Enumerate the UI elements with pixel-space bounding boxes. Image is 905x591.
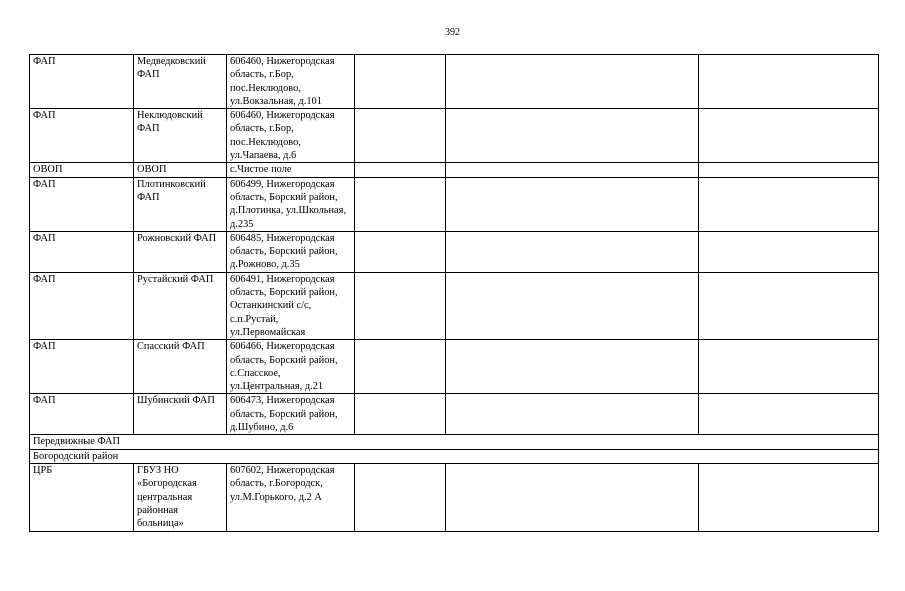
cell-empty [446, 109, 699, 163]
cell-empty [355, 177, 446, 231]
cell-empty [446, 394, 699, 435]
cell-address: 606485, Нижегородская область, Борский район, д.Рожново, д.35 [227, 231, 355, 272]
cell-empty [355, 272, 446, 339]
cell-empty [699, 177, 879, 231]
cell-address: 606491, Нижегородская область, Борский район, Останкинский с/с, с.п.Рустай, ул.Первомайская [227, 272, 355, 339]
table-row [30, 163, 879, 177]
table-row [30, 394, 879, 435]
cell-address: 606466, Нижегородская область, Борский район, с.Спасское, ул.Центральная, д.21 [227, 340, 355, 394]
cell-name: Спасский ФАП [134, 340, 227, 394]
table-row [30, 231, 879, 272]
cell-empty [699, 231, 879, 272]
cell-type: ФАП [30, 394, 134, 435]
facilities-table [29, 54, 879, 532]
cell-address: 607602, Нижегородская область, г.Богородск, ул.М.Горького, д.2 А [227, 463, 355, 531]
section-mobile-fap: Передвижные ФАП [30, 435, 879, 449]
cell-name: Плотинковский ФАП [134, 177, 227, 231]
cell-empty [699, 163, 879, 177]
cell-empty [699, 340, 879, 394]
cell-empty [355, 394, 446, 435]
table-row [30, 272, 879, 339]
cell-empty [699, 272, 879, 339]
cell-name: Шубинский ФАП [134, 394, 227, 435]
cell-empty [699, 109, 879, 163]
cell-empty [446, 55, 699, 109]
cell-empty [699, 55, 879, 109]
cell-empty [699, 463, 879, 531]
cell-type: ФАП [30, 55, 134, 109]
cell-empty [446, 463, 699, 531]
cell-empty [355, 109, 446, 163]
cell-empty [355, 231, 446, 272]
cell-name: Медведковский ФАП [134, 55, 227, 109]
cell-empty [446, 272, 699, 339]
cell-empty [699, 394, 879, 435]
cell-empty [355, 55, 446, 109]
cell-empty [355, 163, 446, 177]
cell-name: Рустайский ФАП [134, 272, 227, 339]
cell-empty [446, 177, 699, 231]
cell-type: ФАП [30, 272, 134, 339]
cell-address: 606460, Нижегородская область, г.Бор, пос.Неклюдово, ул.Чапаева, д.6 [227, 109, 355, 163]
table-row [30, 55, 879, 109]
cell-type: ФАП [30, 109, 134, 163]
cell-empty [446, 340, 699, 394]
section-district: Богородский район [30, 449, 879, 463]
cell-address: 606499, Нижегородская область, Борский район, д.Плотинка, ул.Школьная, д.235 [227, 177, 355, 231]
cell-name: Рожновский ФАП [134, 231, 227, 272]
cell-empty [446, 231, 699, 272]
cell-type: ФАП [30, 177, 134, 231]
cell-address: 606460, Нижегородская область, г.Бор, пос.Неклюдово, ул.Вокзальная, д.101 [227, 55, 355, 109]
cell-address: с.Чистое поле [227, 163, 355, 177]
cell-name: Неклюдовский ФАП [134, 109, 227, 163]
table-row [30, 463, 879, 531]
cell-name: ГБУЗ НО «Богородская центральная районная больница» [134, 463, 227, 531]
section-row [30, 449, 879, 463]
page-number: 392 [445, 27, 460, 38]
cell-empty [446, 163, 699, 177]
table-row [30, 109, 879, 163]
cell-type: ЦРБ [30, 463, 134, 531]
cell-type: ФАП [30, 340, 134, 394]
cell-type: ФАП [30, 231, 134, 272]
cell-address: 606473, Нижегородская область, Борский район, д.Шубино, д.6 [227, 394, 355, 435]
section-row [30, 435, 879, 449]
table-row [30, 340, 879, 394]
cell-empty [355, 340, 446, 394]
cell-empty [355, 463, 446, 531]
cell-type: ОВОП [30, 163, 134, 177]
cell-name: ОВОП [134, 163, 227, 177]
table-row [30, 177, 879, 231]
